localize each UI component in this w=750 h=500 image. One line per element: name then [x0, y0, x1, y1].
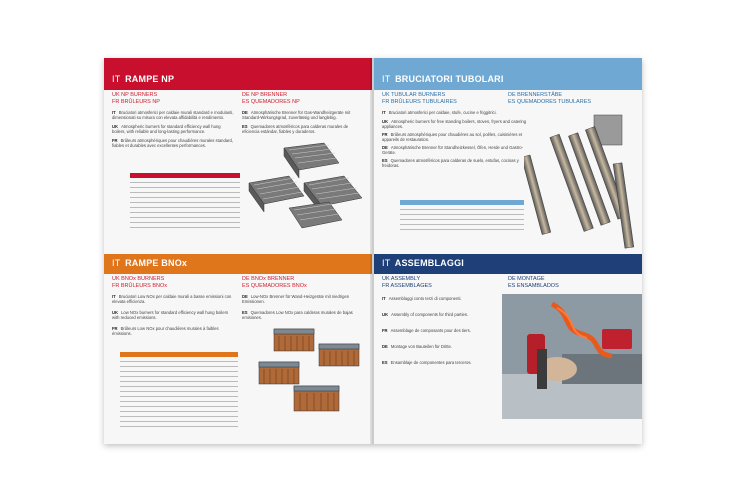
paragraph: FR Brûleurs Low NOx pour chaudières murales à faibles émissions. [112, 326, 219, 337]
paragraph: ES Quemadores atmosféricos para calderas murales de eficiencia estándar, fiables y duraderos. [242, 124, 349, 135]
paragraph: ES Quemadores atmosféricos para calderas de suelo, estufas, cocinas y freidoras. [382, 158, 519, 169]
lang-code: IT [112, 74, 121, 84]
brochure-spread [104, 58, 642, 444]
spec-table [130, 173, 240, 228]
subtitle-es: ES QUEMADORES TUBULARES [508, 99, 592, 105]
subtitle-uk: UK BNOx BURNERS [112, 276, 165, 282]
paragraph: DE Atmosphärische Brenner für Standheizkessel, Öfen, Herde und Gastro-Geräte. [382, 145, 524, 156]
paragraph: DE Atmosphärische Brenner für Gas-Wandheizgeräte mit Standard-Wirkungsgrad, zuverlässig und langlebig. [242, 110, 351, 121]
subtitle-de: DE NP BRENNER [242, 92, 288, 98]
paragraph: UK Assembly of components for third parties. [382, 312, 469, 317]
paragraph: ES Quemadores Low NOx para calderas murales de bajas emisiones. [242, 310, 353, 321]
section-bruciatori-tubolari [374, 58, 642, 254]
paragraph: IT Bruciatori atmosferici per caldaie, stufe, cucine e friggitrici. [382, 110, 497, 115]
paragraph: UK Low NOx burners for standard efficiency wall hung boilers with reduced emissions. [112, 310, 229, 321]
subtitle-uk: UK ASSEMBLY [382, 276, 421, 282]
paragraph: IT Bruciatori Low NOx per caldaie murali a basse emissioni con elevata efficienza. [112, 294, 232, 305]
paragraph: IT Assemblaggi conto terzi di componenti. [382, 296, 462, 301]
paragraph: ES Ensamblaje de componentes para terceros. [382, 360, 472, 365]
lang-code: IT [112, 258, 121, 268]
subtitle-es: ES QUEMADORES BNOx [242, 283, 307, 289]
lang-code: IT [382, 258, 391, 268]
subtitle-fr: FR BRÛLEURS NP [112, 99, 160, 105]
section-title: RAMPE BNOx [125, 258, 188, 268]
subtitle-de: DE BNOx BRENNER [242, 276, 295, 282]
section-header-assemblaggi [374, 254, 642, 274]
section-header-bruciatori [374, 58, 642, 90]
paragraph: IT Bruciatori atmosferici per caldaie murali standard e modulanti, dimensionati su misura con elevata affidabilità e rendimento. [112, 110, 234, 121]
spec-table [400, 200, 524, 230]
right-page [374, 58, 642, 444]
paragraph: DE Low-NOx Brenner für Wand-Heizgeräte mit niedrigen Emissionen. [242, 294, 350, 305]
subtitle-fr: FR BRÛLEURS BNOx [112, 283, 168, 289]
assembly-photo [502, 294, 642, 419]
bnox-burner-image [254, 324, 366, 424]
subtitle-es: ES ENSAMBLADOS [508, 283, 559, 289]
np-burner-image [244, 138, 369, 238]
subtitle-uk: UK NP BURNERS [112, 92, 158, 98]
paragraph: DE Montage von Bauteilen für Dritte. [382, 344, 453, 349]
section-title: RAMPE NP [125, 74, 175, 84]
tubular-burner-image [524, 113, 639, 253]
subtitle-es: ES QUEMADORES NP [242, 99, 300, 105]
left-page [104, 58, 372, 444]
subtitle-de: DE BRENNERSTÄBE [508, 92, 563, 98]
subtitle-de: DE MONTAGE [508, 276, 545, 282]
paragraph: UK Atmospheric burners for free standing boilers, stoves, fryers and catering appliances. [382, 119, 527, 130]
paragraph: FR Assemblage de composants pour des tiers. [382, 328, 471, 333]
section-title: ASSEMBLAGGI [394, 258, 464, 268]
section-assemblaggi [374, 254, 642, 444]
subtitle-fr: FR BRÛLEURS TUBULAIRES [382, 99, 457, 105]
paragraph: UK Atmospheric burners for standard efficiency wall hung boilers, with reliable and long-lasting performance. [112, 124, 221, 135]
paragraph: FR Brûleurs atmosphériques pour chaudières murales standard, fiables et durables avec excellentes performances. [112, 138, 234, 149]
paragraph: FR Brûleurs atmosphériques pour chaudières au sol, poêles, cuisinières et appareils de restauration. [382, 132, 523, 143]
spec-table [120, 352, 238, 427]
section-title: BRUCIATORI TUBOLARI [395, 74, 504, 84]
section-header-rampe-bnox [104, 254, 372, 274]
section-rampe-bnox [104, 254, 372, 444]
subtitle-fr: FR ASSEMBLAGES [382, 283, 432, 289]
section-rampe-np [104, 58, 372, 254]
subtitle-uk: UK TUBULAR BURNERS [382, 92, 446, 98]
lang-code: IT [382, 74, 391, 84]
section-header-rampe-np [104, 58, 372, 90]
